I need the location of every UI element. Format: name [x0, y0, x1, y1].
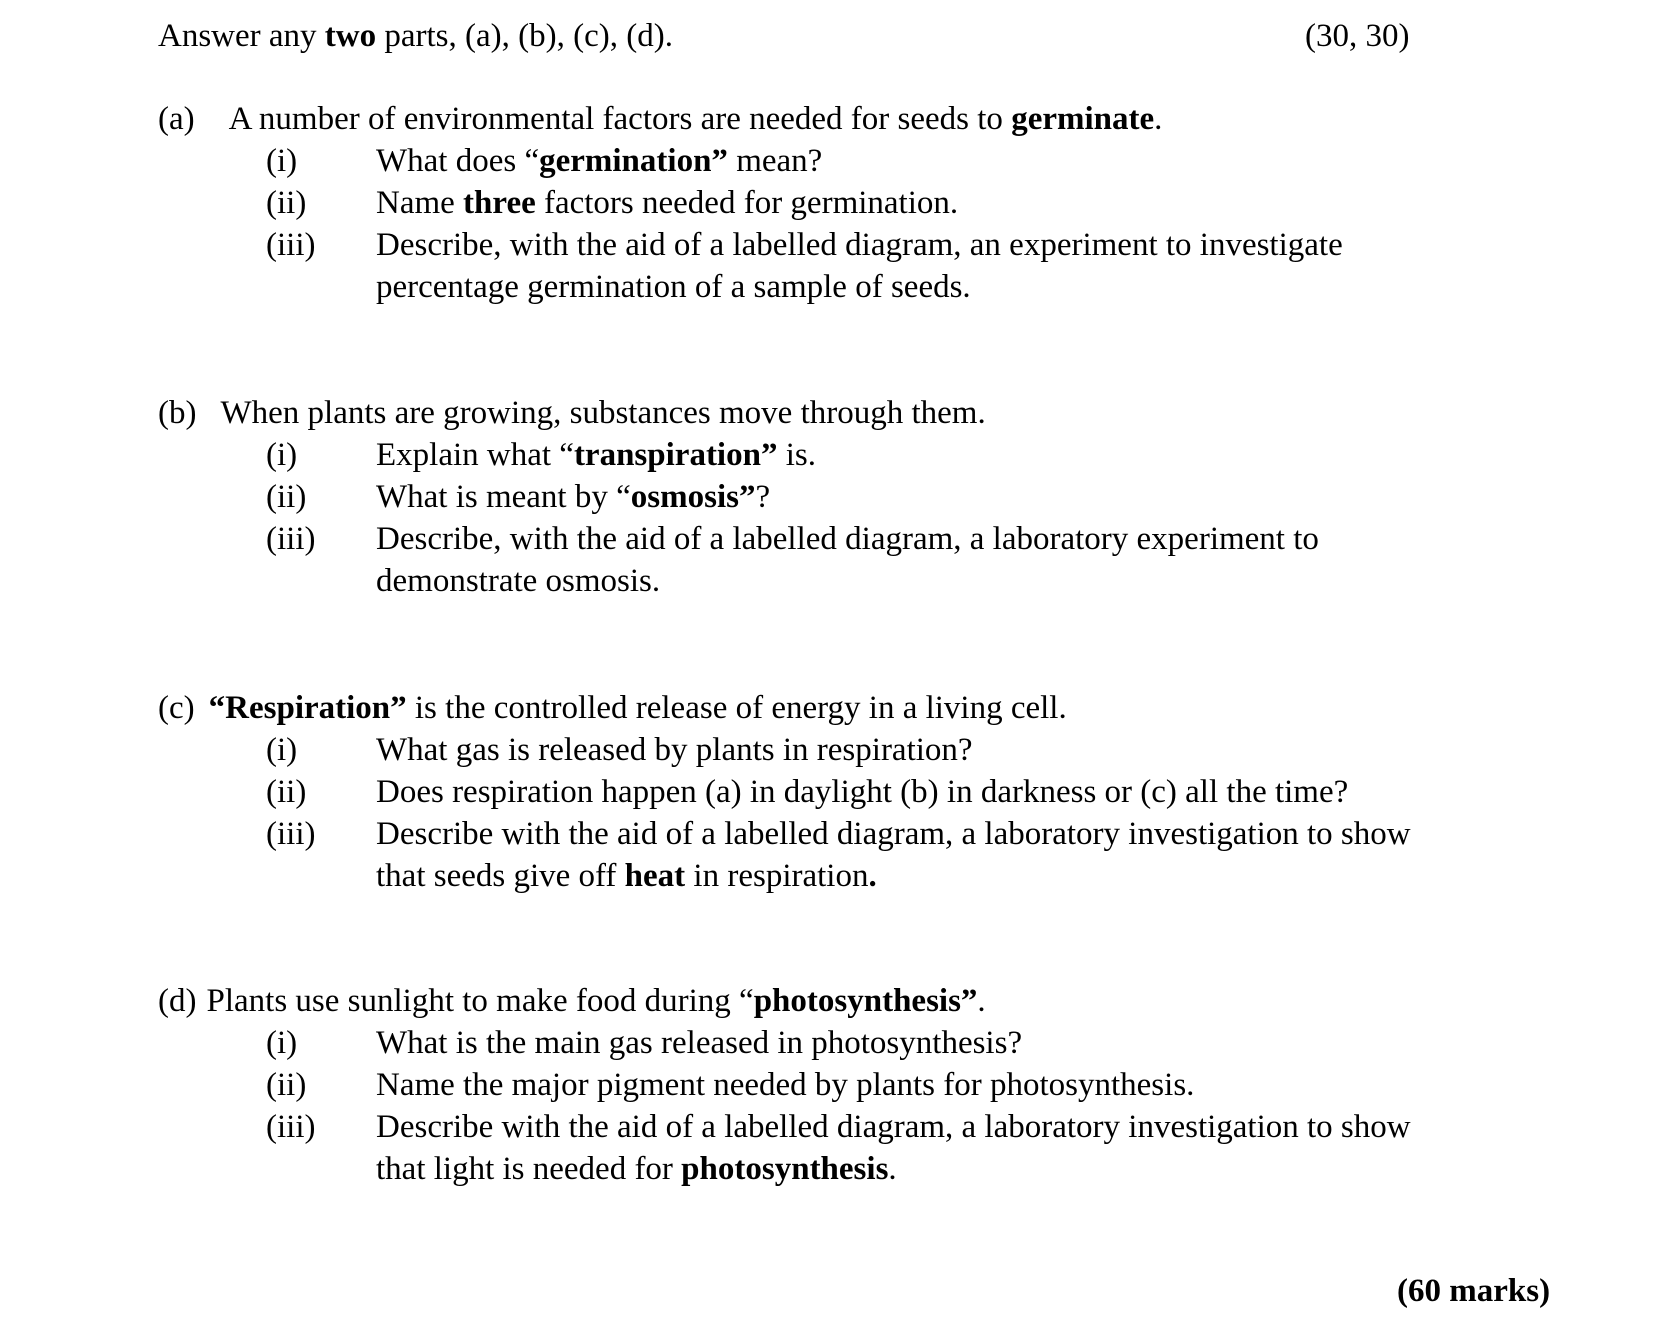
part-b-q3-line2: demonstrate osmosis.	[376, 563, 661, 599]
part-d-stem-line	[158, 980, 986, 1022]
total-marks: (60 marks)	[1397, 1273, 1551, 1309]
part-b-q2-text	[376, 476, 770, 518]
part-c-q2-num: (ii)	[266, 774, 307, 810]
part-a-q2-text	[376, 182, 958, 224]
part-d-stem-2: .	[977, 983, 986, 1019]
seg: Explain what “	[376, 437, 574, 473]
part-b-stem-line	[158, 392, 986, 434]
part-c-q1-text: What gas is released by plants in respiration?	[376, 732, 973, 768]
seg-bold: three	[463, 185, 536, 221]
part-d-stem-0: Plants use sunlight to make food during “	[206, 983, 754, 1019]
part-b-q1-num: (i)	[266, 437, 298, 473]
seg-bold: .	[868, 858, 877, 894]
marks-split: (30, 30)	[1305, 18, 1410, 54]
seg: Name	[376, 185, 464, 221]
part-a-q2-num: (ii)	[266, 185, 307, 221]
part-a-q3-line2: percentage germination of a sample of seeds.	[376, 269, 971, 305]
seg: .	[888, 1151, 897, 1187]
part-c-q3-line1: Describe with the aid of a labelled diagram, a laboratory investigation to show	[376, 816, 1411, 852]
part-b-q2-num: (ii)	[266, 479, 307, 515]
part-a-q3-num: (iii)	[266, 227, 316, 263]
seg-bold: germination”	[539, 143, 728, 179]
part-a-q1-text	[376, 140, 822, 182]
instructions-suffix: parts, (a), (b), (c), (d).	[376, 18, 673, 54]
instructions-line	[158, 15, 673, 57]
seg: factors needed for germination.	[535, 185, 959, 221]
seg-bold: heat	[624, 858, 686, 894]
seg: that seeds give off	[376, 858, 625, 894]
part-a-stem-line	[158, 98, 1162, 140]
part-b-q3-line1: Describe, with the aid of a labelled diagram, a laboratory experiment to	[376, 521, 1319, 557]
part-d-q1-text: What is the main gas released in photosynthesis?	[376, 1025, 1023, 1061]
seg: ?	[755, 479, 771, 515]
seg: is.	[777, 437, 816, 473]
part-d-stem-1: photosynthesis”	[753, 983, 978, 1019]
part-c-stem-1: is the controlled release of energy in a living cell.	[406, 690, 1067, 726]
part-a-label: (a)	[158, 101, 195, 137]
part-b-q1-text	[376, 434, 816, 476]
seg-bold: transpiration”	[573, 437, 778, 473]
seg: What is meant by “	[376, 479, 631, 515]
part-a-stem-2: .	[1154, 101, 1163, 137]
part-b-stem-0: When plants are growing, substances move through them.	[220, 395, 986, 431]
part-c-q3-line2	[376, 855, 877, 897]
part-d-q1-num: (i)	[266, 1025, 298, 1061]
part-c-label: (c)	[158, 690, 195, 726]
part-a-stem-1: germinate	[1011, 101, 1155, 137]
seg: in respiration	[685, 858, 869, 894]
part-d-q3-line2	[376, 1148, 897, 1190]
part-a-q3-line1: Describe, with the aid of a labelled diagram, an experiment to investigate	[376, 227, 1343, 263]
seg-bold: photosynthesis	[681, 1151, 889, 1187]
part-a-stem-0: A number of environmental factors are needed for seeds to	[228, 101, 1012, 137]
part-d-q3-line1: Describe with the aid of a labelled diagram, a laboratory investigation to show	[376, 1109, 1411, 1145]
seg: mean?	[727, 143, 823, 179]
seg: What does “	[376, 143, 540, 179]
seg-bold: osmosis”	[630, 479, 756, 515]
part-b-label: (b)	[158, 395, 197, 431]
part-c-q2-text: Does respiration happen (a) in daylight (b) in darkness or (c) all the time?	[376, 774, 1349, 810]
instructions-prefix: Answer any	[158, 18, 325, 54]
part-c-q1-num: (i)	[266, 732, 298, 768]
instructions-bold: two	[324, 18, 377, 54]
part-d-q3-num: (iii)	[266, 1109, 316, 1145]
part-a-q1-num: (i)	[266, 143, 298, 179]
part-d-q2-text: Name the major pigment needed by plants for photosynthesis.	[376, 1067, 1195, 1103]
part-d-q2-num: (ii)	[266, 1067, 307, 1103]
part-c-stem-0: “Respiration”	[208, 690, 407, 726]
seg: that light is needed for	[376, 1151, 682, 1187]
part-b-q3-num: (iii)	[266, 521, 316, 557]
part-c-stem-line	[158, 687, 1067, 729]
part-c-q3-num: (iii)	[266, 816, 316, 852]
part-d-label: (d)	[158, 983, 197, 1019]
